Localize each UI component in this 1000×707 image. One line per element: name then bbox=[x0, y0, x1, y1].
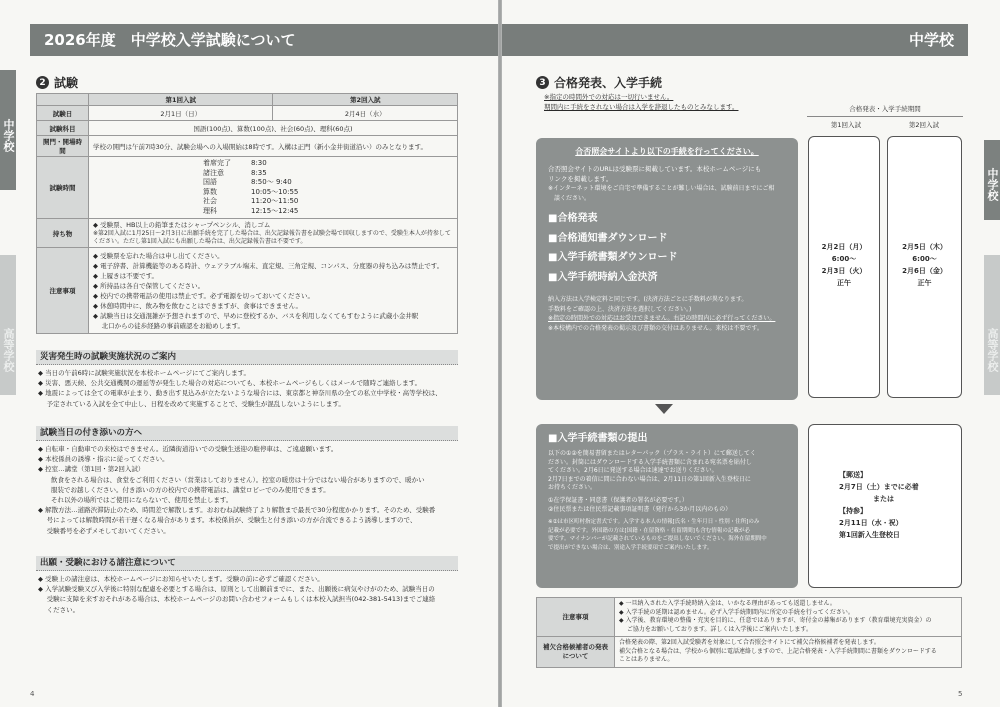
row-label-waitlist: 補欠合格候補者の発表について bbox=[537, 637, 615, 668]
paragraph-line: ◆ 地震によっては全ての電車が止まり、動き出す見込みが立たないような場合には、東京都と神奈川県の全ての私立中学校・高等学校は、 bbox=[38, 389, 442, 398]
time-label: 社会 bbox=[203, 197, 217, 205]
submission-title: ■入学手続書類の提出 bbox=[548, 433, 648, 444]
paragraph-line: ください。 bbox=[38, 605, 80, 614]
col-header-round2: 第2回入試 bbox=[908, 121, 940, 129]
row-label-items: 持ち物 bbox=[37, 219, 89, 248]
step-documents-download: ■入学手続書類ダウンロード bbox=[548, 252, 678, 263]
list-item: 北口からの徒歩経路の事前確認をお勧めします。 bbox=[93, 321, 245, 330]
text-line: ださい。封筒にはダウンロードする入学手続書類に含まれる宛名票を貼付し bbox=[548, 458, 752, 466]
round1-period-box bbox=[808, 136, 880, 398]
exam-date-round2: 2月4日（水） bbox=[273, 106, 458, 121]
right-page bbox=[502, 0, 1000, 707]
table-corner bbox=[37, 94, 89, 106]
list-item: ◆ 受験票を忘れた場合は申し出てください。 bbox=[93, 251, 224, 260]
text-line: お持ちください。 bbox=[548, 484, 597, 492]
list-item: 合格発表の際、第2回入試受験者を対象にして合否照会サイトにて補欠合格候補者を発表します。 bbox=[619, 639, 880, 646]
paragraph-line: 予定されている入試を全て中止し、日程を改めて実施することで、受験生が混乱しないようにします。 bbox=[38, 399, 345, 408]
text-line: 納入方法は入学検定料と同じです。(決済方法ごとに手数料が異なります。 bbox=[548, 296, 748, 303]
text-line: ※インターネット環境をご自宅で準備することが難しい場合は、試験前日までにご相 bbox=[548, 185, 775, 192]
paragraph-line: 飲食をされる場合は、食堂をご利用ください（営業はしておりません）。控室の暖房は十分ではない場合がありますので、暖かい bbox=[38, 475, 425, 484]
side-tab-junior: 中学校 bbox=[0, 70, 16, 190]
time-value: 8:35 bbox=[251, 168, 267, 177]
list-item: ◆ 受験票、HB以上の鉛筆またはシャープペンシル、消しゴム bbox=[93, 221, 271, 229]
paragraph-line: それ以外の場所ではご使用にならないで、使用を禁止します。 bbox=[38, 496, 233, 505]
list-item: ◆ 校内での携帯電話の使用は禁止です。必ず電源を切っておいてください。 bbox=[93, 291, 315, 300]
section-number-badge: 3 bbox=[536, 76, 549, 89]
time-label: 理科 bbox=[203, 206, 217, 215]
deadline-line: 【郵送】 bbox=[839, 471, 867, 479]
list-item: ◆ 入学手続の延期は認めません。必ず入学手続期間内に所定の手続を行ってください。 bbox=[619, 608, 854, 616]
payment-notes bbox=[548, 295, 786, 333]
section-heading-exam bbox=[36, 74, 78, 91]
submission-text bbox=[548, 450, 786, 553]
list-item: ◆ 一旦納入された入学手続時納入金は、いかなる理由があっても返還しません。 bbox=[619, 600, 836, 607]
time-label: 算数 bbox=[203, 187, 217, 196]
time-value: 12:15〜12:45 bbox=[251, 206, 299, 215]
flow-arrow bbox=[655, 404, 673, 414]
paragraph-line: 号によっては解散時間が若干遅くなる場合があります。本校係員が、受験生と付き添いの方が合流できるよう誘導しますので、 bbox=[38, 516, 417, 525]
disaster-heading: 災害発生時の試験実施状況のご案内 bbox=[36, 350, 458, 365]
items-list bbox=[89, 219, 458, 248]
exam-date-round1: 2月1日（日） bbox=[89, 106, 273, 121]
paragraph-line: ◆ 当日の午前6時に試験実施状況を本校ホームページにてご案内します。 bbox=[38, 369, 251, 377]
escort-text bbox=[38, 444, 456, 536]
apply-text bbox=[38, 574, 456, 615]
paragraph-line: 受験番号を必ずメモしておいてください。 bbox=[38, 526, 170, 535]
deadline-line: 第1回新入生登校日 bbox=[839, 531, 900, 539]
paragraph-line: 服装でお越しください。付き添いの方の校内での携帯電話は、講堂ロビーでのみ使用できます。 bbox=[38, 485, 330, 494]
time-label: 国語 bbox=[203, 178, 217, 186]
page-title: 中学校 bbox=[502, 24, 968, 56]
period-line: 2月5日（木） bbox=[902, 243, 947, 251]
text-line: リンクを掲載します。 bbox=[548, 174, 613, 183]
list-item: ◆ 上履きは不要です。 bbox=[93, 271, 159, 280]
time-label: 諸注意 bbox=[203, 168, 224, 177]
row-label-times: 試験時間 bbox=[37, 157, 89, 219]
list-item: ◆ 所持品は各自で保管してください。 bbox=[93, 281, 205, 290]
deadline-line: または bbox=[873, 495, 894, 503]
round2-period-box bbox=[887, 136, 962, 398]
period-line: 2月3日（火） bbox=[821, 267, 867, 275]
row-label-notes: 注意事項 bbox=[37, 248, 89, 334]
step-announcement: ■合格発表 bbox=[548, 213, 598, 224]
time-value: 11:20〜11:50 bbox=[251, 197, 299, 205]
side-tab-senior: 高等学校 bbox=[984, 255, 1000, 395]
row-label-date: 試験日 bbox=[37, 106, 89, 121]
waitlist-cell bbox=[615, 637, 962, 668]
gate-info: 学校の開門は午前7時30分、試験会場への入場開始は8時です。入構は正門（新小金井街道沿い）のみとなります。 bbox=[89, 136, 458, 157]
period-line: 6:00〜 bbox=[912, 255, 937, 263]
notes-list bbox=[89, 248, 458, 334]
period-line: 正午 bbox=[917, 279, 932, 287]
col-header-round1: 第1回入試 bbox=[830, 121, 862, 129]
paragraph-line: ◆ 入学試験受験又び入学後に特別な配慮を必要とする場合は、原則として出願前までに、また、出願後に病気やけがのため、試験当日の bbox=[38, 585, 435, 594]
online-procedure-box bbox=[536, 138, 798, 400]
submission-deadline-box bbox=[808, 424, 962, 588]
page-number: 5 bbox=[958, 690, 963, 698]
period-title: 合格発表・入学手続期間 bbox=[807, 101, 963, 117]
escort-heading: 試験当日の付き添いの方へ bbox=[36, 426, 458, 441]
period-columns bbox=[807, 117, 963, 132]
disaster-text bbox=[38, 368, 456, 409]
notes-cell bbox=[615, 598, 962, 637]
time-value: 10:05〜10:55 bbox=[251, 187, 299, 196]
time-value: 8:30 bbox=[251, 159, 267, 167]
row-label-subjects: 試験科目 bbox=[37, 121, 89, 136]
list-item: ご協力をお願いしております。詳しくは入学後にご案内いたします。 bbox=[619, 625, 812, 633]
text-line: てください。2月6日に発送する場合は速達でお送りください。 bbox=[548, 467, 718, 475]
text-line: 手数料をご確認の上、決済方法を選択してください。) bbox=[548, 305, 692, 313]
period-line: 6:00〜 bbox=[831, 255, 857, 263]
paragraph-line: 受験に支障を来すおそれがある場合は、本校ホームページのお問い合わせフォームもしくは本校入試担当(042-381-5413)までご連絡 bbox=[38, 595, 436, 604]
deadline-line: 2月11日（水・祝） bbox=[839, 519, 903, 527]
time-value: 8:50〜 9:40 bbox=[251, 178, 292, 186]
online-procedure-title: 合否照会サイトより以下の手続を行ってください。 bbox=[575, 147, 759, 156]
side-tab-junior: 中学校 bbox=[984, 140, 1000, 220]
exam-subjects: 国語(100点)、算数(100点)、社会(60点)、理科(60点) bbox=[89, 121, 458, 136]
paragraph-line: ◆ 受験上の諸注意は、本校ホームページにお知らせいたします。受験の前に必ずご確認ください。 bbox=[38, 575, 324, 583]
deadline-line: 【持参】 bbox=[839, 507, 867, 515]
text-line: 合否照会サイトのURLは受験票に掲載しています。本校ホームページにも bbox=[548, 165, 762, 173]
row-label-gate: 開門・開場時間 bbox=[37, 136, 89, 157]
text-line: ※指定の時間外での対応はお受けできません。右記の時間内に必ず行ってください。 bbox=[548, 315, 776, 322]
exam-times-grid bbox=[203, 159, 453, 216]
section-title: 合格発表、入学手続 bbox=[554, 76, 663, 90]
paragraph-line: ◆ 災害、悪天候、公共交通機関の運延等が発生した場合の対応についても、本校ホームページもしくはメールで随時ご連絡します。 bbox=[38, 379, 422, 388]
section-heading-result bbox=[536, 74, 662, 91]
deadline-line: 2月7日（土）までに必着 bbox=[839, 483, 919, 491]
section-notes bbox=[544, 92, 738, 112]
step-payment: ■入学手続時納入金決済 bbox=[548, 271, 658, 283]
text-line: ②住民票または住民票記載事項証明書（発行から3か月以内のもの） bbox=[548, 505, 732, 513]
period-line: 正午 bbox=[837, 279, 851, 287]
left-page bbox=[0, 0, 498, 707]
section-title: 試験 bbox=[54, 76, 79, 90]
note-line: 期間内に手続をされない場合は入学を辞退したものとみなします。 bbox=[544, 103, 739, 111]
col-header-round2: 第2回入試 bbox=[273, 94, 458, 106]
list-item: ◆ 試験当日は交通混雑が予想されますので、早めに登校するか、バスを利用しなくてもすむように武蔵小金井駅 bbox=[93, 311, 419, 320]
text-line: ※②は市区町村指定書式です。入学する本人の情報[氏名・生年月日・性別・住所]のみ bbox=[548, 519, 760, 526]
period-header bbox=[807, 101, 963, 129]
list-item: ※第2回入試に1月25日〜2月3日に出願手続を完了した場合は、出欠記録報告書を試験会場で回収しますので、受験生本人が持参してください。ただし第1回入試にも出願した場合は、出欠記録報告書は不要です。 bbox=[93, 230, 451, 245]
exam-times bbox=[89, 157, 458, 219]
notes-table bbox=[536, 597, 962, 668]
paragraph-line: ◆ 解散方法…道路渋滞防止のため、時間差で解散します。おおむね試験終了より解散まで最長で30分程度かかります。そのため、受験番 bbox=[38, 506, 436, 515]
paragraph-line: ◆ 控室…講堂（第1回・第2回入試） bbox=[38, 465, 145, 474]
step-notice-download: ■合格通知書ダウンロード bbox=[548, 232, 668, 244]
page-title: 2026年度 中学校入学試験について bbox=[30, 24, 498, 56]
page-number: 4 bbox=[30, 690, 35, 698]
text-line: ①在学保証書・同意書（保護者の署名が必要です。） bbox=[548, 496, 688, 504]
period-line: 2月6日（金） bbox=[902, 267, 947, 275]
online-procedure-intro bbox=[548, 165, 786, 203]
period-line: 2月2日（月） bbox=[821, 243, 867, 251]
text-line: 記載が必要です。外国籍の方は[国籍・在留資格・在留期間]も含む情報の記載が必 bbox=[548, 527, 750, 534]
side-tab-senior: 高等学校 bbox=[0, 255, 16, 395]
note-line: ※指定の時間外での対応は一切行いません。 bbox=[544, 93, 674, 101]
text-line: 2月7日までの着信に間に合わない場合は、2月11日の第1回新入生登校日に bbox=[548, 475, 751, 483]
list-item: ◆ 入学後、教育環境の整備・充実を目的に、任意ではありますが、寄付金の募集があります（教育環境充実資金）の bbox=[619, 617, 932, 624]
apply-heading: 出願・受験における諸注意について bbox=[36, 556, 458, 571]
time-label: 着席完了 bbox=[203, 159, 231, 167]
text-line: 談ください。 bbox=[548, 194, 591, 202]
section-number-badge: 2 bbox=[36, 76, 49, 89]
paragraph-line: ◆ 自転車・自動車での来校はできません。近隣街道沿いでの受験生送迎の駐停車は、ご遠慮願います。 bbox=[38, 445, 338, 453]
text-line: 以下の①②を簡易書留またはレターパック（プラス・ライト）にて郵送してく bbox=[548, 450, 756, 457]
paragraph-line: ◆ 本校係員の誘導・指示に従ってください。 bbox=[38, 455, 169, 464]
text-line: で提出ができない場合は、別途入学手続要項でご案内いたします。 bbox=[548, 544, 713, 551]
list-item: 補欠合格となる場合は、学校から個別に電話連絡しますので、上記合格発表・入学手続期間に書類をダウンロードする bbox=[619, 647, 937, 655]
row-label-notes: 注意事項 bbox=[537, 598, 615, 637]
procedure-steps bbox=[548, 209, 786, 287]
text-line: 要です。マイナンバーが記載されているものをご提出しないでください。海外在留期間中 bbox=[548, 536, 767, 543]
document-submission-box bbox=[536, 424, 798, 588]
col-header-round1: 第1回入試 bbox=[89, 94, 273, 106]
text-line: ※本校構内での合格発表の掲示及び書類の交付はありません。来校は不要です。 bbox=[548, 324, 763, 332]
list-item: ◆ 電子辞書、計算機能等のある時計、ウェアラブル端末、直定規、三角定規、コンパス、分度器の持ち込みは禁止です。 bbox=[93, 261, 444, 270]
list-item: ◆ 休憩時間中に、飲み物を飲むことはできますが、食事はできません。 bbox=[93, 301, 302, 310]
exam-schedule-table bbox=[36, 93, 458, 334]
list-item: ことはありません。 bbox=[619, 656, 674, 663]
